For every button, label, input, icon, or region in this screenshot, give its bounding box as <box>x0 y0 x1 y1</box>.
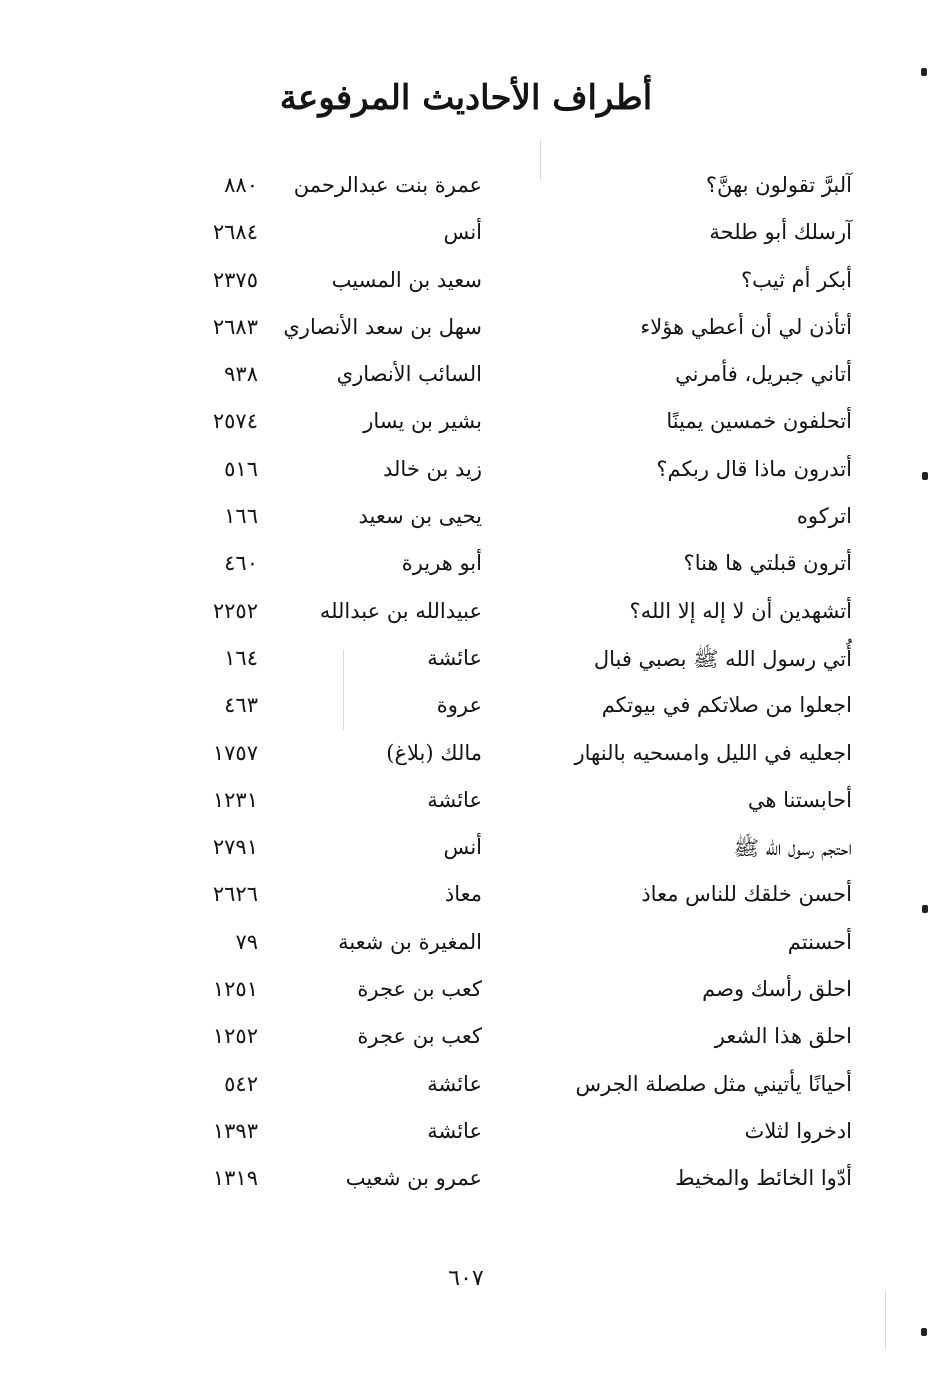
hadith-number: ٧٩ <box>235 929 258 954</box>
hadith-text: أدّوا الخائط والمخيط <box>675 1166 852 1191</box>
index-row <box>0 163 932 210</box>
hadith-text: آلبرَّ تقولون بهنَّ؟ <box>705 173 852 197</box>
hadith-text: احتجم رسول الله ﷺ <box>733 836 852 861</box>
hadith-text: أحيانًا يأتيني مثل صلصلة الجرس <box>575 1071 852 1096</box>
narrator-name: معاذ <box>444 882 482 907</box>
hadith-text: أحابستنا هي <box>747 787 852 812</box>
narrator-name: السائب الأنصاري <box>336 362 482 387</box>
narrator-name: عروة <box>436 693 482 718</box>
index-row <box>0 1062 932 1109</box>
index-row <box>0 352 932 399</box>
narrator-name: بشير بن يسار <box>363 409 482 434</box>
hadith-number: ٩٣٨ <box>224 362 258 387</box>
scan-line <box>885 1290 886 1350</box>
hadith-text: ادخروا لثلاث <box>744 1118 852 1143</box>
index-row <box>0 447 932 494</box>
narrator-name: عبيدالله بن عبدالله <box>319 598 482 623</box>
narrator-name: عائشة <box>427 1118 482 1143</box>
index-row <box>0 210 932 257</box>
index-row <box>0 872 932 919</box>
hadith-text: أحسن خلقك للناس معاذ <box>641 882 852 907</box>
narrator-name: كعب بن عجرة <box>357 977 482 1002</box>
narrator-name: يحيى بن سعيد <box>358 504 482 529</box>
hadith-number: ٤٦٠ <box>224 551 258 576</box>
hadith-text: احلق رأسك وصم <box>702 977 852 1002</box>
narrator-name: عمرو بن شعيب <box>345 1166 482 1191</box>
index-row <box>0 305 932 352</box>
hadith-number: ٥١٦ <box>224 456 258 481</box>
narrator-name: سعيد بن المسيب <box>331 267 482 292</box>
hadith-text: اجعليه في الليل وامسحيه بالنهار <box>574 740 852 765</box>
hadith-text: اجعلوا من صلاتكم في بيوتكم <box>601 693 852 718</box>
hadith-number: ٥٤٢ <box>224 1071 258 1096</box>
narrator-name: عائشة <box>427 787 482 812</box>
hadith-index-list <box>0 163 932 1204</box>
hadith-text: اتركوه <box>796 504 852 529</box>
index-row <box>0 589 932 636</box>
hadith-number: ٢٢٥٢ <box>212 598 258 623</box>
narrator-name: أنس <box>443 835 482 860</box>
hadith-number: ٢٧٩١ <box>212 835 258 860</box>
index-row <box>0 967 932 1014</box>
hadith-text: أبكر أم ثيب؟ <box>741 267 852 292</box>
narrator-name: زيد بن خالد <box>383 456 482 481</box>
narrator-name: سهل بن سعد الأنصاري <box>283 314 482 339</box>
scan-mark <box>921 68 927 76</box>
hadith-text: أترون قبلتي ها هنا؟ <box>683 551 852 576</box>
hadith-number: ٢٦٨٣ <box>212 314 258 339</box>
page-number: ٦٠٧ <box>448 1266 484 1291</box>
index-row <box>0 399 932 446</box>
hadith-number: ٨٨٠ <box>224 173 258 197</box>
hadith-text: احلق هذا الشعر <box>714 1024 852 1049</box>
narrator-name: أنس <box>443 220 482 245</box>
index-row <box>0 683 932 730</box>
index-row <box>0 258 932 305</box>
narrator-name: أبو هريرة <box>401 551 482 576</box>
hadith-number: ٢٦٢٦ <box>212 882 258 907</box>
scan-mark <box>922 905 928 913</box>
scan-mark <box>921 1328 927 1336</box>
index-row <box>0 541 932 588</box>
page-title: أطراف الأحاديث المرفوعة <box>279 78 653 118</box>
hadith-text: أتاني جبريل، فأمرني <box>675 362 852 387</box>
narrator-name: مالك (بلاغ) <box>386 740 482 765</box>
hadith-number: ١٣١٩ <box>212 1166 258 1191</box>
hadith-text: آرسلك أبو طلحة <box>709 220 852 245</box>
hadith-number: ١٦٤ <box>224 645 258 670</box>
hadith-number: ٤٦٣ <box>224 693 258 718</box>
index-row <box>0 636 932 683</box>
index-row <box>0 731 932 778</box>
hadith-text: أتحلفون خمسين يمينًا <box>666 409 852 434</box>
index-row <box>0 920 932 967</box>
hadith-text: أحسنتم <box>787 929 852 954</box>
hadith-number: ٢٦٨٤ <box>212 220 258 245</box>
scan-line <box>540 140 541 180</box>
hadith-number: ١٧٥٧ <box>212 740 258 765</box>
index-row <box>0 1156 932 1203</box>
hadith-number: ١٢٥١ <box>212 977 258 1002</box>
hadith-number: ١٢٥٢ <box>212 1024 258 1049</box>
narrator-name: كعب بن عجرة <box>357 1024 482 1049</box>
index-row <box>0 778 932 825</box>
index-row <box>0 1109 932 1156</box>
hadith-text: أتدرون ماذا قال ربكم؟ <box>656 456 852 481</box>
index-row <box>0 825 932 872</box>
hadith-number: ١٣٩٣ <box>212 1118 258 1143</box>
hadith-number: ٢٣٧٥ <box>212 267 258 292</box>
narrator-name: عمرة بنت عبدالرحمن <box>293 173 482 197</box>
hadith-text: أتأذن لي أن أعطي هؤلاء <box>640 314 852 339</box>
hadith-text: أُتي رسول الله ﷺ بصبي فبال <box>593 646 852 671</box>
narrator-name: المغيرة بن شعبة <box>338 929 482 954</box>
narrator-name: عائشة <box>427 645 482 670</box>
hadith-text: أتشهدين أن لا إله إلا الله؟ <box>629 598 852 623</box>
scan-mark <box>922 472 928 480</box>
scan-line <box>343 650 344 730</box>
hadith-number: ١٢٣١ <box>212 787 258 812</box>
narrator-name: عائشة <box>427 1071 482 1096</box>
index-row <box>0 494 932 541</box>
hadith-number: ٢٥٧٤ <box>212 409 258 434</box>
index-row <box>0 1014 932 1061</box>
hadith-number: ١٦٦ <box>224 504 258 529</box>
